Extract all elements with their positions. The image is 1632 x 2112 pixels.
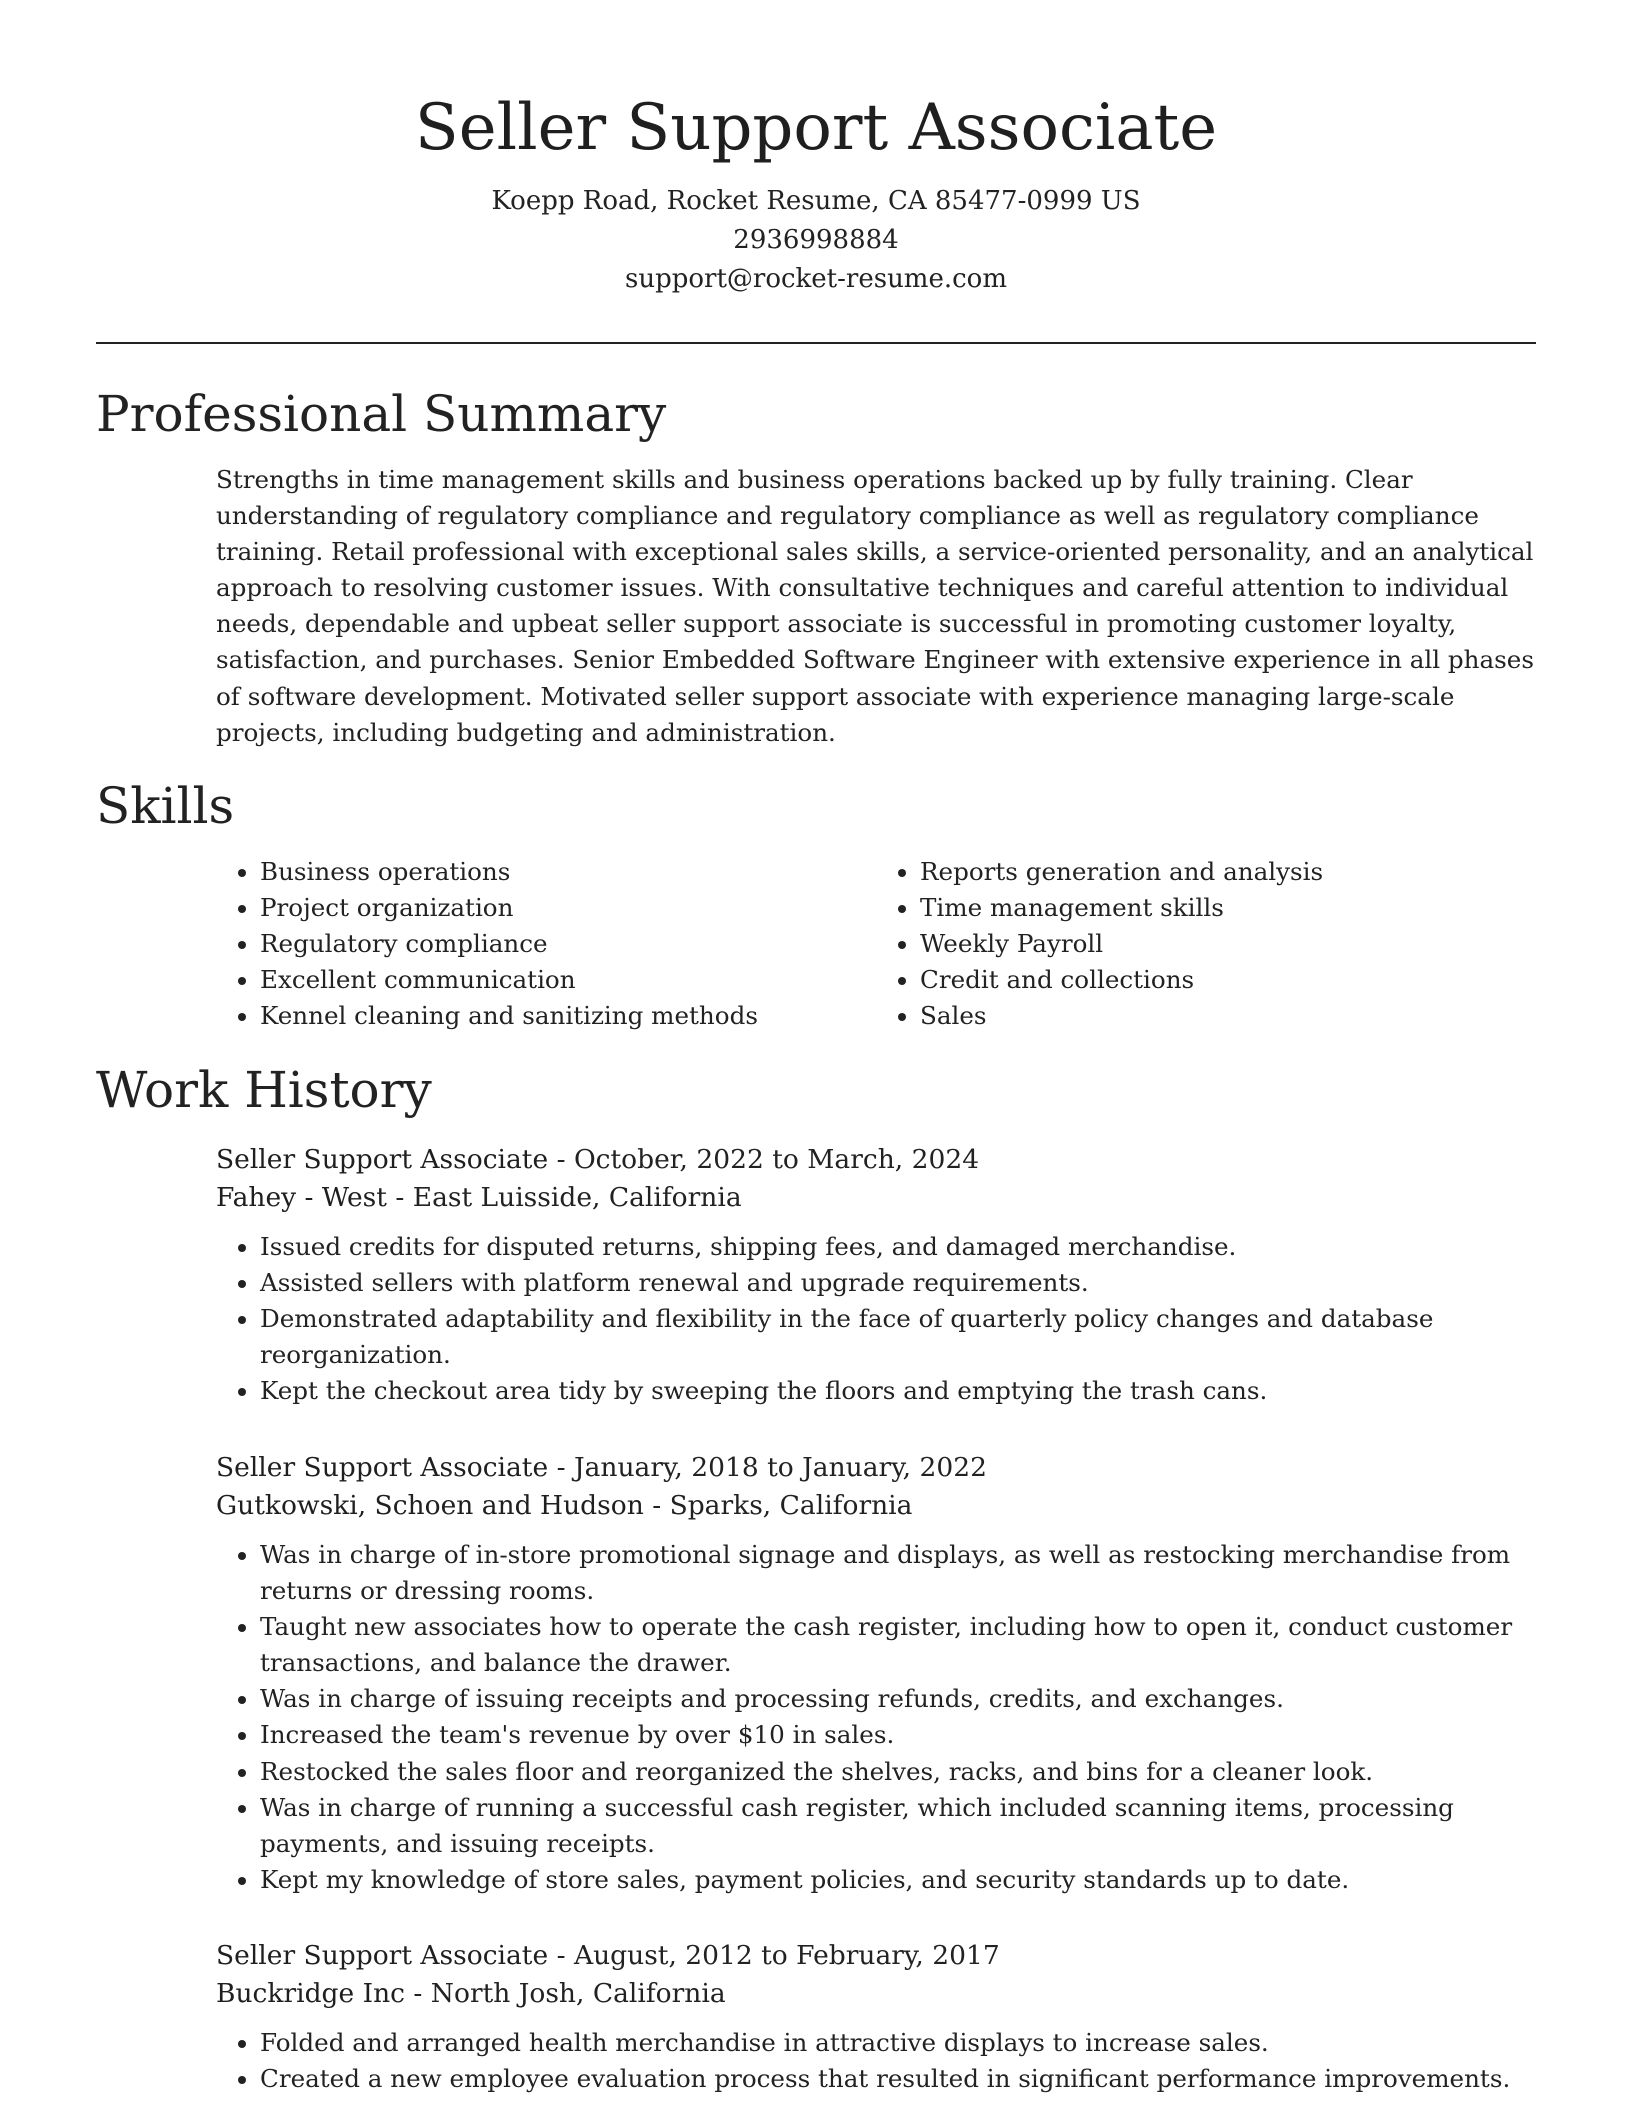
job-dates: - October, 2022 to March, 2024: [548, 1144, 980, 1175]
contact-address: Koepp Road, Rocket Resume, CA 85477-0999 US: [491, 186, 1141, 216]
job-bullet: • Was in charge of issuing receipts and processing refunds, credits, and exchanges.: [260, 1681, 1546, 1717]
summary-heading: Professional Summary: [96, 385, 667, 443]
skill-item: • Reports generation and analysis: [920, 854, 1536, 890]
skill-item: • Business operations: [260, 854, 876, 890]
skill-item: • Project organization: [260, 890, 876, 926]
job-role: Seller Support Associate: [216, 1940, 549, 1971]
job-role: Seller Support Associate: [216, 1452, 549, 1483]
skills-heading: Skills: [96, 777, 235, 835]
job-company-line: [216, 1975, 1546, 2013]
contact-email: support@rocket-resume.com: [624, 264, 1007, 294]
skill-item: • Excellent communication: [260, 962, 876, 998]
job-title-line: [216, 1937, 1546, 1975]
resume-header: [0, 0, 1632, 299]
skills-column-right: [876, 854, 1536, 1034]
skill-item: • Regulatory compliance: [260, 926, 876, 962]
job-bullet: • Demonstrated adaptability and flexibility in the face of quarterly policy changes and database reorganization.: [260, 1301, 1546, 1373]
job-bullet: • Created a new employee evaluation process that resulted in significant performance improvements.: [260, 2061, 1546, 2097]
job-location: - East Luisside, California: [386, 1182, 742, 1213]
job-company: Buckridge Inc: [216, 1978, 405, 2009]
job-bullet: • Increased the team's revenue by over $10 in sales.: [260, 1717, 1546, 1753]
job-bullet: • Issued credits for disputed returns, shipping fees, and damaged merchandise.: [260, 1229, 1546, 1265]
job-bullet: • Kept the checkout area tidy by sweeping the floors and emptying the trash cans.: [260, 1373, 1546, 1409]
skill-item: • Kennel cleaning and sanitizing methods: [260, 998, 876, 1034]
job-entry: [216, 1937, 1546, 2097]
job-bullets: [216, 1537, 1546, 1898]
skills-list: [216, 854, 1536, 1034]
job-company-line: [216, 1487, 1546, 1525]
header-divider: [96, 342, 1536, 344]
work-history-heading: Work History: [96, 1061, 432, 1119]
job-company: Fahey - West: [216, 1182, 387, 1213]
job-bullet: • Kept my knowledge of store sales, payment policies, and security standards up to date.: [260, 1862, 1546, 1898]
job-company: Gutkowski, Schoen and Hudson: [216, 1490, 644, 1521]
job-bullet: • Folded and arranged health merchandise in attractive displays to increase sales.: [260, 2025, 1546, 2061]
job-bullets: [216, 2025, 1546, 2097]
job-entry: [216, 1449, 1546, 1898]
job-bullet: • Was in charge of running a successful cash register, which included scanning items, processing payments, and issuing receipts.: [260, 1790, 1546, 1862]
contact-info: [0, 182, 1632, 299]
summary-text: Strengths in time management skills and business operations backed up by fully training. Clear understanding of regulatory compliance and regulatory compliance as well as regulatory compliance training. Retail professional with exceptional sales skills, a service-oriented personality, and an analytical approach to resolving customer issues. With consultative techniques and careful attention to individual needs, dependable and upbeat seller support associate is successful in promoting customer loyalty, satisfaction, and purchases. Senior Embedded Software Engineer with extensive experience in all phases of software development. Motivated seller support associate with experience managing large-scale projects, including budgeting and administration.: [216, 465, 1534, 747]
candidate-name: Seller Support Associate: [414, 91, 1218, 165]
contact-phone: 2936998884: [733, 225, 899, 255]
job-title-line: [216, 1449, 1546, 1487]
job-bullet: • Assisted sellers with platform renewal and upgrade requirements.: [260, 1265, 1546, 1301]
job-title-line: [216, 1141, 1546, 1179]
skill-item: • Time management skills: [920, 890, 1536, 926]
skill-item: • Weekly Payroll: [920, 926, 1536, 962]
job-bullets: [216, 1229, 1546, 1409]
skills-column-left: [216, 854, 876, 1034]
job-bullet: • Was in charge of in-store promotional signage and displays, as well as restocking merchandise from returns or dressing rooms.: [260, 1537, 1546, 1609]
skill-item: • Sales: [920, 998, 1536, 1034]
job-dates: - January, 2018 to January, 2022: [548, 1452, 987, 1483]
skill-item: • Credit and collections: [920, 962, 1536, 998]
job-company-line: [216, 1179, 1546, 1217]
job-entry: [216, 1141, 1546, 1409]
job-bullet: • Restocked the sales floor and reorganized the shelves, racks, and bins for a cleaner look.: [260, 1754, 1546, 1790]
job-dates: - August, 2012 to February, 2017: [548, 1940, 1000, 1971]
job-location: - Sparks, California: [643, 1490, 913, 1521]
job-role: Seller Support Associate: [216, 1144, 549, 1175]
job-bullet: • Taught new associates how to operate the cash register, including how to open it, conduct customer transactions, and balance the drawer.: [260, 1609, 1546, 1681]
job-location: - North Josh, California: [405, 1978, 726, 2009]
